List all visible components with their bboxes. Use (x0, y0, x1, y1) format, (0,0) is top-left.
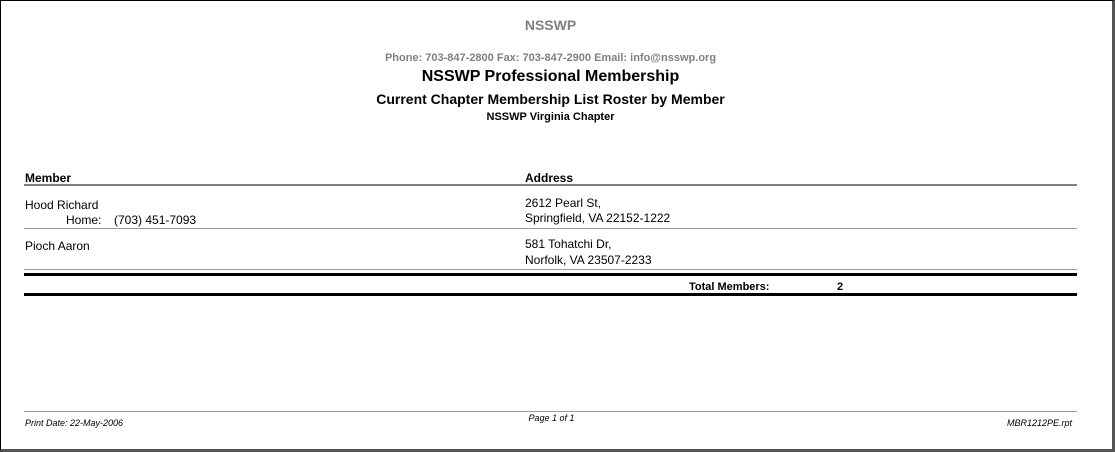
address-line1: 2612 Pearl St, (525, 196, 602, 210)
column-header-address: Address (525, 171, 574, 185)
member-name: Hood Richard (25, 198, 99, 212)
member-name: Pioch Aaron (25, 239, 90, 253)
total-members-label: Total Members: (689, 281, 770, 293)
report-title: NSSWP Professional Membership (421, 68, 680, 85)
phone-label: Home: (66, 213, 102, 227)
totals-bottom-rule (24, 293, 1077, 296)
contact-info: Phone: 703-847-2800 Fax: 703-847-2900 Email: info@nsswp.org (384, 52, 717, 64)
print-date: Print Date: 22-May-2006 (25, 418, 124, 428)
address-line2: Springfield, VA 22152-1222 (525, 211, 671, 225)
report-subtitle: Current Chapter Membership List Roster by Member (376, 91, 725, 107)
address-line2: Norfolk, VA 23507-2233 (525, 253, 652, 267)
total-members-value: 2 (837, 281, 844, 293)
header-divider (24, 184, 1077, 186)
address-line1: 581 Tohatchi Dr, (525, 237, 612, 251)
page-number: Page 1 of 1 (528, 413, 575, 423)
totals-top-rule (24, 273, 1077, 276)
chapter-name: NSSWP Virginia Chapter (486, 111, 615, 123)
organization-name: NSSWP (524, 17, 577, 33)
column-header-member: Member (25, 171, 72, 185)
phone-number: (703) 451-7093 (114, 213, 197, 227)
report-file-id: MBR1212PE.rpt (1006, 418, 1072, 428)
row-divider (24, 228, 1077, 229)
row-divider (24, 269, 1077, 270)
footer-divider (24, 411, 1077, 412)
